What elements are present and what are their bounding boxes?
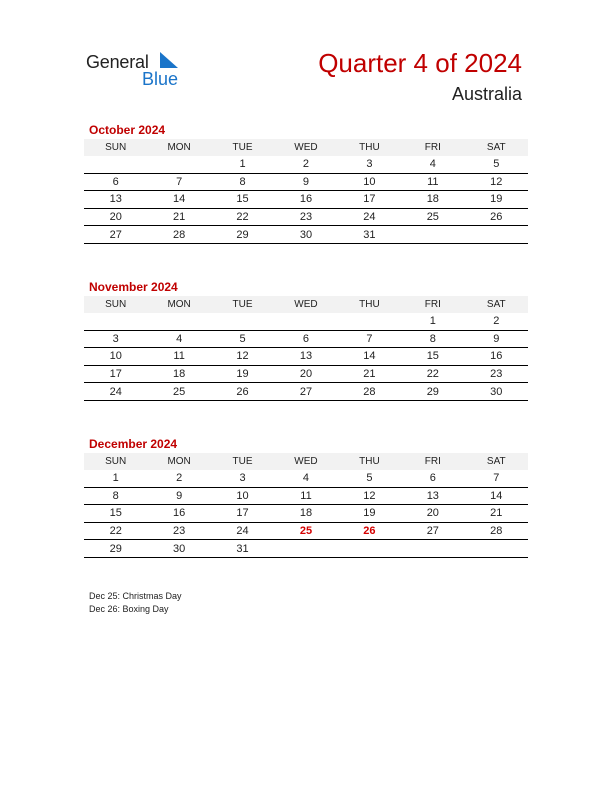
week-row bbox=[84, 156, 528, 173]
day-cell: 15 bbox=[84, 505, 147, 523]
weekday-header: SAT bbox=[465, 296, 528, 313]
day-cell: 2 bbox=[465, 313, 528, 330]
day-cell: 8 bbox=[211, 173, 274, 191]
day-cell: 2 bbox=[274, 156, 337, 173]
day-cell: 8 bbox=[84, 487, 147, 505]
day-cell: 9 bbox=[465, 330, 528, 348]
week-row bbox=[84, 226, 528, 244]
weekday-header: SAT bbox=[465, 139, 528, 156]
week-row bbox=[84, 330, 528, 348]
logo-general-text: General bbox=[86, 52, 149, 72]
day-cell bbox=[147, 313, 210, 330]
holiday-note: Dec 25: Christmas Day bbox=[89, 591, 182, 601]
month-title: November 2024 bbox=[89, 280, 178, 294]
day-cell: 7 bbox=[465, 470, 528, 487]
week-row bbox=[84, 191, 528, 209]
day-cell: 9 bbox=[147, 487, 210, 505]
day-cell: 5 bbox=[465, 156, 528, 173]
day-cell: 26 bbox=[465, 208, 528, 226]
day-cell: 18 bbox=[274, 505, 337, 523]
day-cell bbox=[84, 313, 147, 330]
day-cell: 20 bbox=[84, 208, 147, 226]
weekday-header-row bbox=[84, 296, 528, 313]
weekday-header: THU bbox=[338, 139, 401, 156]
day-cell: 15 bbox=[401, 348, 464, 366]
day-cell: 22 bbox=[401, 365, 464, 383]
weekday-header: MON bbox=[147, 139, 210, 156]
day-cell: 4 bbox=[274, 470, 337, 487]
day-cell bbox=[274, 313, 337, 330]
month-november bbox=[84, 278, 528, 401]
day-cell bbox=[338, 540, 401, 558]
day-cell: 16 bbox=[465, 348, 528, 366]
day-cell: 2 bbox=[147, 470, 210, 487]
weekday-header: THU bbox=[338, 453, 401, 470]
day-cell: 13 bbox=[274, 348, 337, 366]
calendar-grid bbox=[84, 139, 528, 244]
day-cell: 14 bbox=[147, 191, 210, 209]
day-cell: 29 bbox=[401, 383, 464, 401]
day-cell: 5 bbox=[211, 330, 274, 348]
day-cell: 1 bbox=[84, 470, 147, 487]
general-blue-logo bbox=[86, 50, 196, 90]
weekday-header: SUN bbox=[84, 139, 147, 156]
day-cell bbox=[465, 540, 528, 558]
month-october bbox=[84, 121, 528, 244]
weekday-header: FRI bbox=[401, 453, 464, 470]
month-title: December 2024 bbox=[89, 437, 178, 451]
day-cell: 26 bbox=[338, 522, 401, 540]
week-row bbox=[84, 522, 528, 540]
day-cell: 29 bbox=[84, 540, 147, 558]
day-cell: 23 bbox=[465, 365, 528, 383]
day-cell: 31 bbox=[338, 226, 401, 244]
day-cell: 13 bbox=[401, 487, 464, 505]
calendar-grid bbox=[84, 453, 528, 558]
day-cell: 28 bbox=[338, 383, 401, 401]
day-cell bbox=[338, 313, 401, 330]
country-name: Australia bbox=[451, 84, 522, 104]
day-cell: 28 bbox=[147, 226, 210, 244]
day-cell: 25 bbox=[401, 208, 464, 226]
day-cell: 24 bbox=[338, 208, 401, 226]
day-cell: 10 bbox=[338, 173, 401, 191]
month-december bbox=[84, 435, 528, 558]
day-cell bbox=[465, 226, 528, 244]
day-cell: 19 bbox=[465, 191, 528, 209]
day-cell bbox=[401, 226, 464, 244]
day-cell: 12 bbox=[465, 173, 528, 191]
day-cell: 24 bbox=[211, 522, 274, 540]
day-cell bbox=[401, 540, 464, 558]
calendar-grid bbox=[84, 296, 528, 401]
day-cell: 4 bbox=[401, 156, 464, 173]
weekday-header: WED bbox=[274, 296, 337, 313]
day-cell: 1 bbox=[211, 156, 274, 173]
weekday-header: WED bbox=[274, 453, 337, 470]
month-title: October 2024 bbox=[89, 123, 166, 137]
day-cell: 25 bbox=[274, 522, 337, 540]
day-cell: 10 bbox=[211, 487, 274, 505]
day-cell: 17 bbox=[338, 191, 401, 209]
week-row bbox=[84, 383, 528, 401]
day-cell bbox=[211, 313, 274, 330]
day-cell: 3 bbox=[211, 470, 274, 487]
day-cell: 20 bbox=[401, 505, 464, 523]
day-cell: 5 bbox=[338, 470, 401, 487]
day-cell bbox=[147, 156, 210, 173]
day-cell: 1 bbox=[401, 313, 464, 330]
weekday-header: TUE bbox=[211, 453, 274, 470]
day-cell: 28 bbox=[465, 522, 528, 540]
week-row bbox=[84, 173, 528, 191]
week-row bbox=[84, 313, 528, 330]
day-cell: 27 bbox=[84, 226, 147, 244]
day-cell bbox=[274, 540, 337, 558]
weekday-header: SUN bbox=[84, 296, 147, 313]
day-cell: 16 bbox=[147, 505, 210, 523]
weekday-header: WED bbox=[274, 139, 337, 156]
week-row bbox=[84, 208, 528, 226]
day-cell: 31 bbox=[211, 540, 274, 558]
day-cell: 9 bbox=[274, 173, 337, 191]
logo-triangle-icon bbox=[158, 52, 180, 70]
day-cell: 15 bbox=[211, 191, 274, 209]
day-cell: 22 bbox=[211, 208, 274, 226]
day-cell: 19 bbox=[338, 505, 401, 523]
day-cell: 4 bbox=[147, 330, 210, 348]
day-cell: 11 bbox=[401, 173, 464, 191]
day-cell: 25 bbox=[147, 383, 210, 401]
logo-blue-text: Blue bbox=[142, 69, 179, 89]
day-cell: 8 bbox=[401, 330, 464, 348]
day-cell: 24 bbox=[84, 383, 147, 401]
day-cell bbox=[84, 156, 147, 173]
day-cell: 23 bbox=[147, 522, 210, 540]
day-cell: 21 bbox=[147, 208, 210, 226]
weekday-header: SUN bbox=[84, 453, 147, 470]
day-cell: 14 bbox=[465, 487, 528, 505]
day-cell: 10 bbox=[84, 348, 147, 366]
day-cell: 18 bbox=[147, 365, 210, 383]
day-cell: 7 bbox=[338, 330, 401, 348]
day-cell: 30 bbox=[147, 540, 210, 558]
day-cell: 23 bbox=[274, 208, 337, 226]
weekday-header: MON bbox=[147, 453, 210, 470]
weekday-header: FRI bbox=[401, 296, 464, 313]
day-cell: 17 bbox=[84, 365, 147, 383]
day-cell: 19 bbox=[211, 365, 274, 383]
page-title: Quarter 4 of 2024 bbox=[318, 48, 522, 78]
day-cell: 12 bbox=[211, 348, 274, 366]
day-cell: 17 bbox=[211, 505, 274, 523]
week-row bbox=[84, 540, 528, 558]
day-cell: 13 bbox=[84, 191, 147, 209]
weekday-header-row bbox=[84, 139, 528, 156]
holiday-notes bbox=[89, 590, 182, 616]
weekday-header-row bbox=[84, 453, 528, 470]
day-cell: 11 bbox=[147, 348, 210, 366]
day-cell: 12 bbox=[338, 487, 401, 505]
day-cell: 27 bbox=[274, 383, 337, 401]
day-cell: 30 bbox=[274, 226, 337, 244]
weekday-header: SAT bbox=[465, 453, 528, 470]
day-cell: 14 bbox=[338, 348, 401, 366]
day-cell: 6 bbox=[84, 173, 147, 191]
day-cell: 7 bbox=[147, 173, 210, 191]
day-cell: 11 bbox=[274, 487, 337, 505]
day-cell: 30 bbox=[465, 383, 528, 401]
week-row bbox=[84, 505, 528, 523]
day-cell: 29 bbox=[211, 226, 274, 244]
day-cell: 20 bbox=[274, 365, 337, 383]
day-cell: 21 bbox=[338, 365, 401, 383]
day-cell: 3 bbox=[84, 330, 147, 348]
week-row bbox=[84, 348, 528, 366]
day-cell: 6 bbox=[274, 330, 337, 348]
holiday-note: Dec 26: Boxing Day bbox=[89, 604, 169, 614]
weekday-header: MON bbox=[147, 296, 210, 313]
day-cell: 18 bbox=[401, 191, 464, 209]
day-cell: 16 bbox=[274, 191, 337, 209]
weekday-header: TUE bbox=[211, 296, 274, 313]
day-cell: 27 bbox=[401, 522, 464, 540]
day-cell: 26 bbox=[211, 383, 274, 401]
week-row bbox=[84, 365, 528, 383]
week-row bbox=[84, 470, 528, 487]
week-row bbox=[84, 487, 528, 505]
weekday-header: THU bbox=[338, 296, 401, 313]
weekday-header: TUE bbox=[211, 139, 274, 156]
day-cell: 22 bbox=[84, 522, 147, 540]
day-cell: 6 bbox=[401, 470, 464, 487]
weekday-header: FRI bbox=[401, 139, 464, 156]
day-cell: 21 bbox=[465, 505, 528, 523]
day-cell: 3 bbox=[338, 156, 401, 173]
